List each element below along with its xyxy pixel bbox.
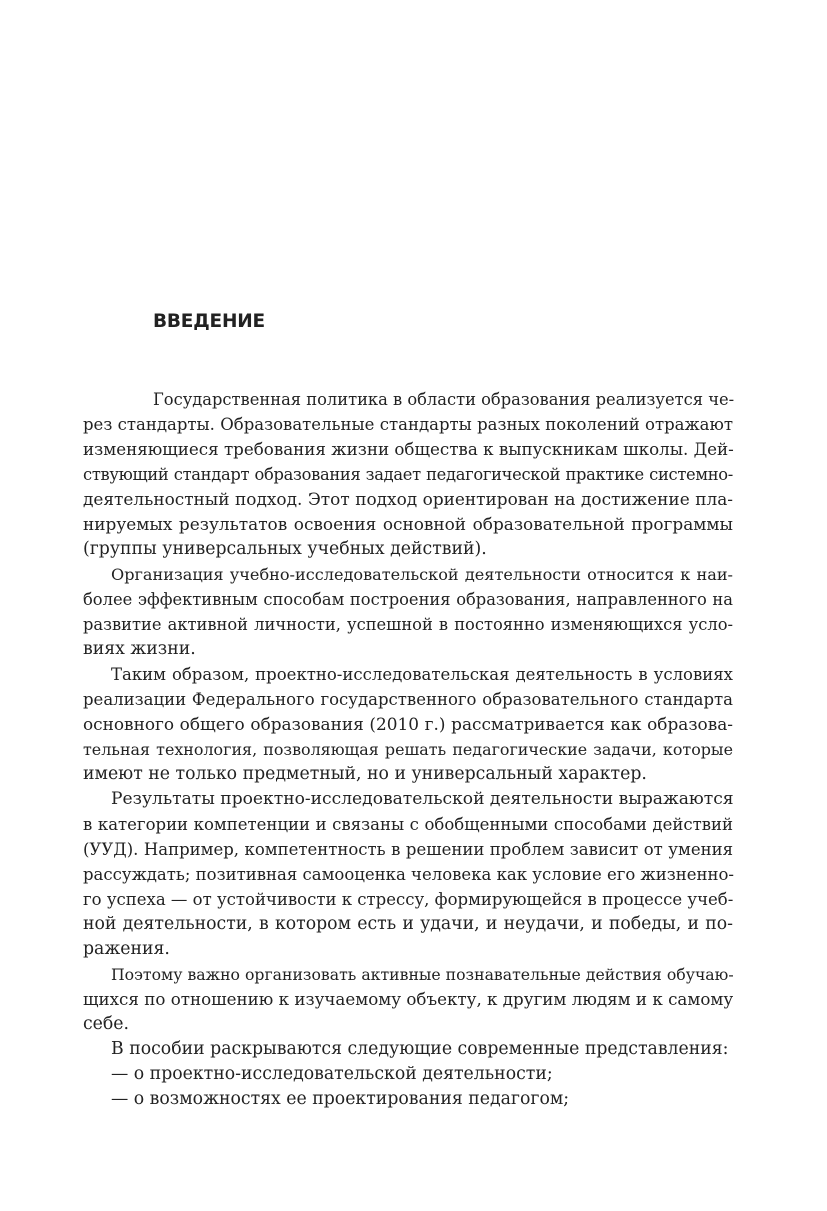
text-line: Таким образом, проектно-исследовательская деятельность в условиях [111,665,733,684]
text-line: В пособии раскрываются следующие современные представления: [111,1039,729,1059]
text-line: (группы универсальных учебных действий). [83,539,487,559]
list-item: — о проектно-исследовательской деятельности; [111,1064,553,1084]
text-line: Результаты проектно-исследовательской деятельности выражаются [111,789,734,809]
text-line: Организация учебно-исследовательской деятельности относится к наи- [111,565,733,584]
text-line: рез стандарты. Образовательные стандарты разных поколений отражают [83,415,733,434]
text-line: ствующий стандарт образования задает педагогической практике системно- [83,465,733,484]
text-line: нируемых результатов освоения основной образовательной программы [83,514,733,534]
text-line: го успеха — от устойчивости к стрессу, формирующейся в процессе учеб- [83,890,734,909]
text-line: основного общего образования (2010 г.) рассматривается как образова- [83,714,733,734]
text-line: развитие активной личности, успешной в постоянно изменяющихся усло- [83,615,733,634]
text-line: реализации Федерального государственного образовательного стандарта [83,690,733,709]
chapter-heading: ВВЕДЕНИЕ [153,311,265,332]
list-item: — о возможностях ее проектирования педагогом; [111,1089,570,1109]
text-line: виях жизни. [83,639,196,659]
text-line: имеют не только предметный, но и универсальный характер. [83,764,647,784]
text-line: изменяющиеся требования жизни общества к выпускникам школы. Дей- [83,439,734,459]
text-line: Государственная политика в области образования реализуется че- [153,390,735,409]
text-line: Поэтому важно организовать активные познавательные действия обучаю- [111,965,734,984]
text-line: щихся по отношению к изучаемому объекту, к другим людям и к самому [83,989,734,1009]
text-line: деятельностный подход. Этот подход ориентирован на достижение пла- [83,489,733,509]
text-line: рассуждать; позитивная самооценка человека как условие его жизненно- [83,865,734,884]
text-line: себе. [83,1014,130,1034]
text-line: (УУД). Например, компетентность в решении проблем зависит от умения [83,840,733,859]
text-line: в категории компетенции и связаны с обобщенными способами действий [83,815,733,834]
text-line: ной деятельности, в котором есть и удачи, и неудачи, и победы, и по- [83,914,733,934]
text-line: более эффективным способам построения образования, направленного на [83,590,733,609]
text-line: ражения. [83,939,170,959]
text-line: тельная технология, позволяющая решать педагогические задачи, которые [83,740,733,759]
